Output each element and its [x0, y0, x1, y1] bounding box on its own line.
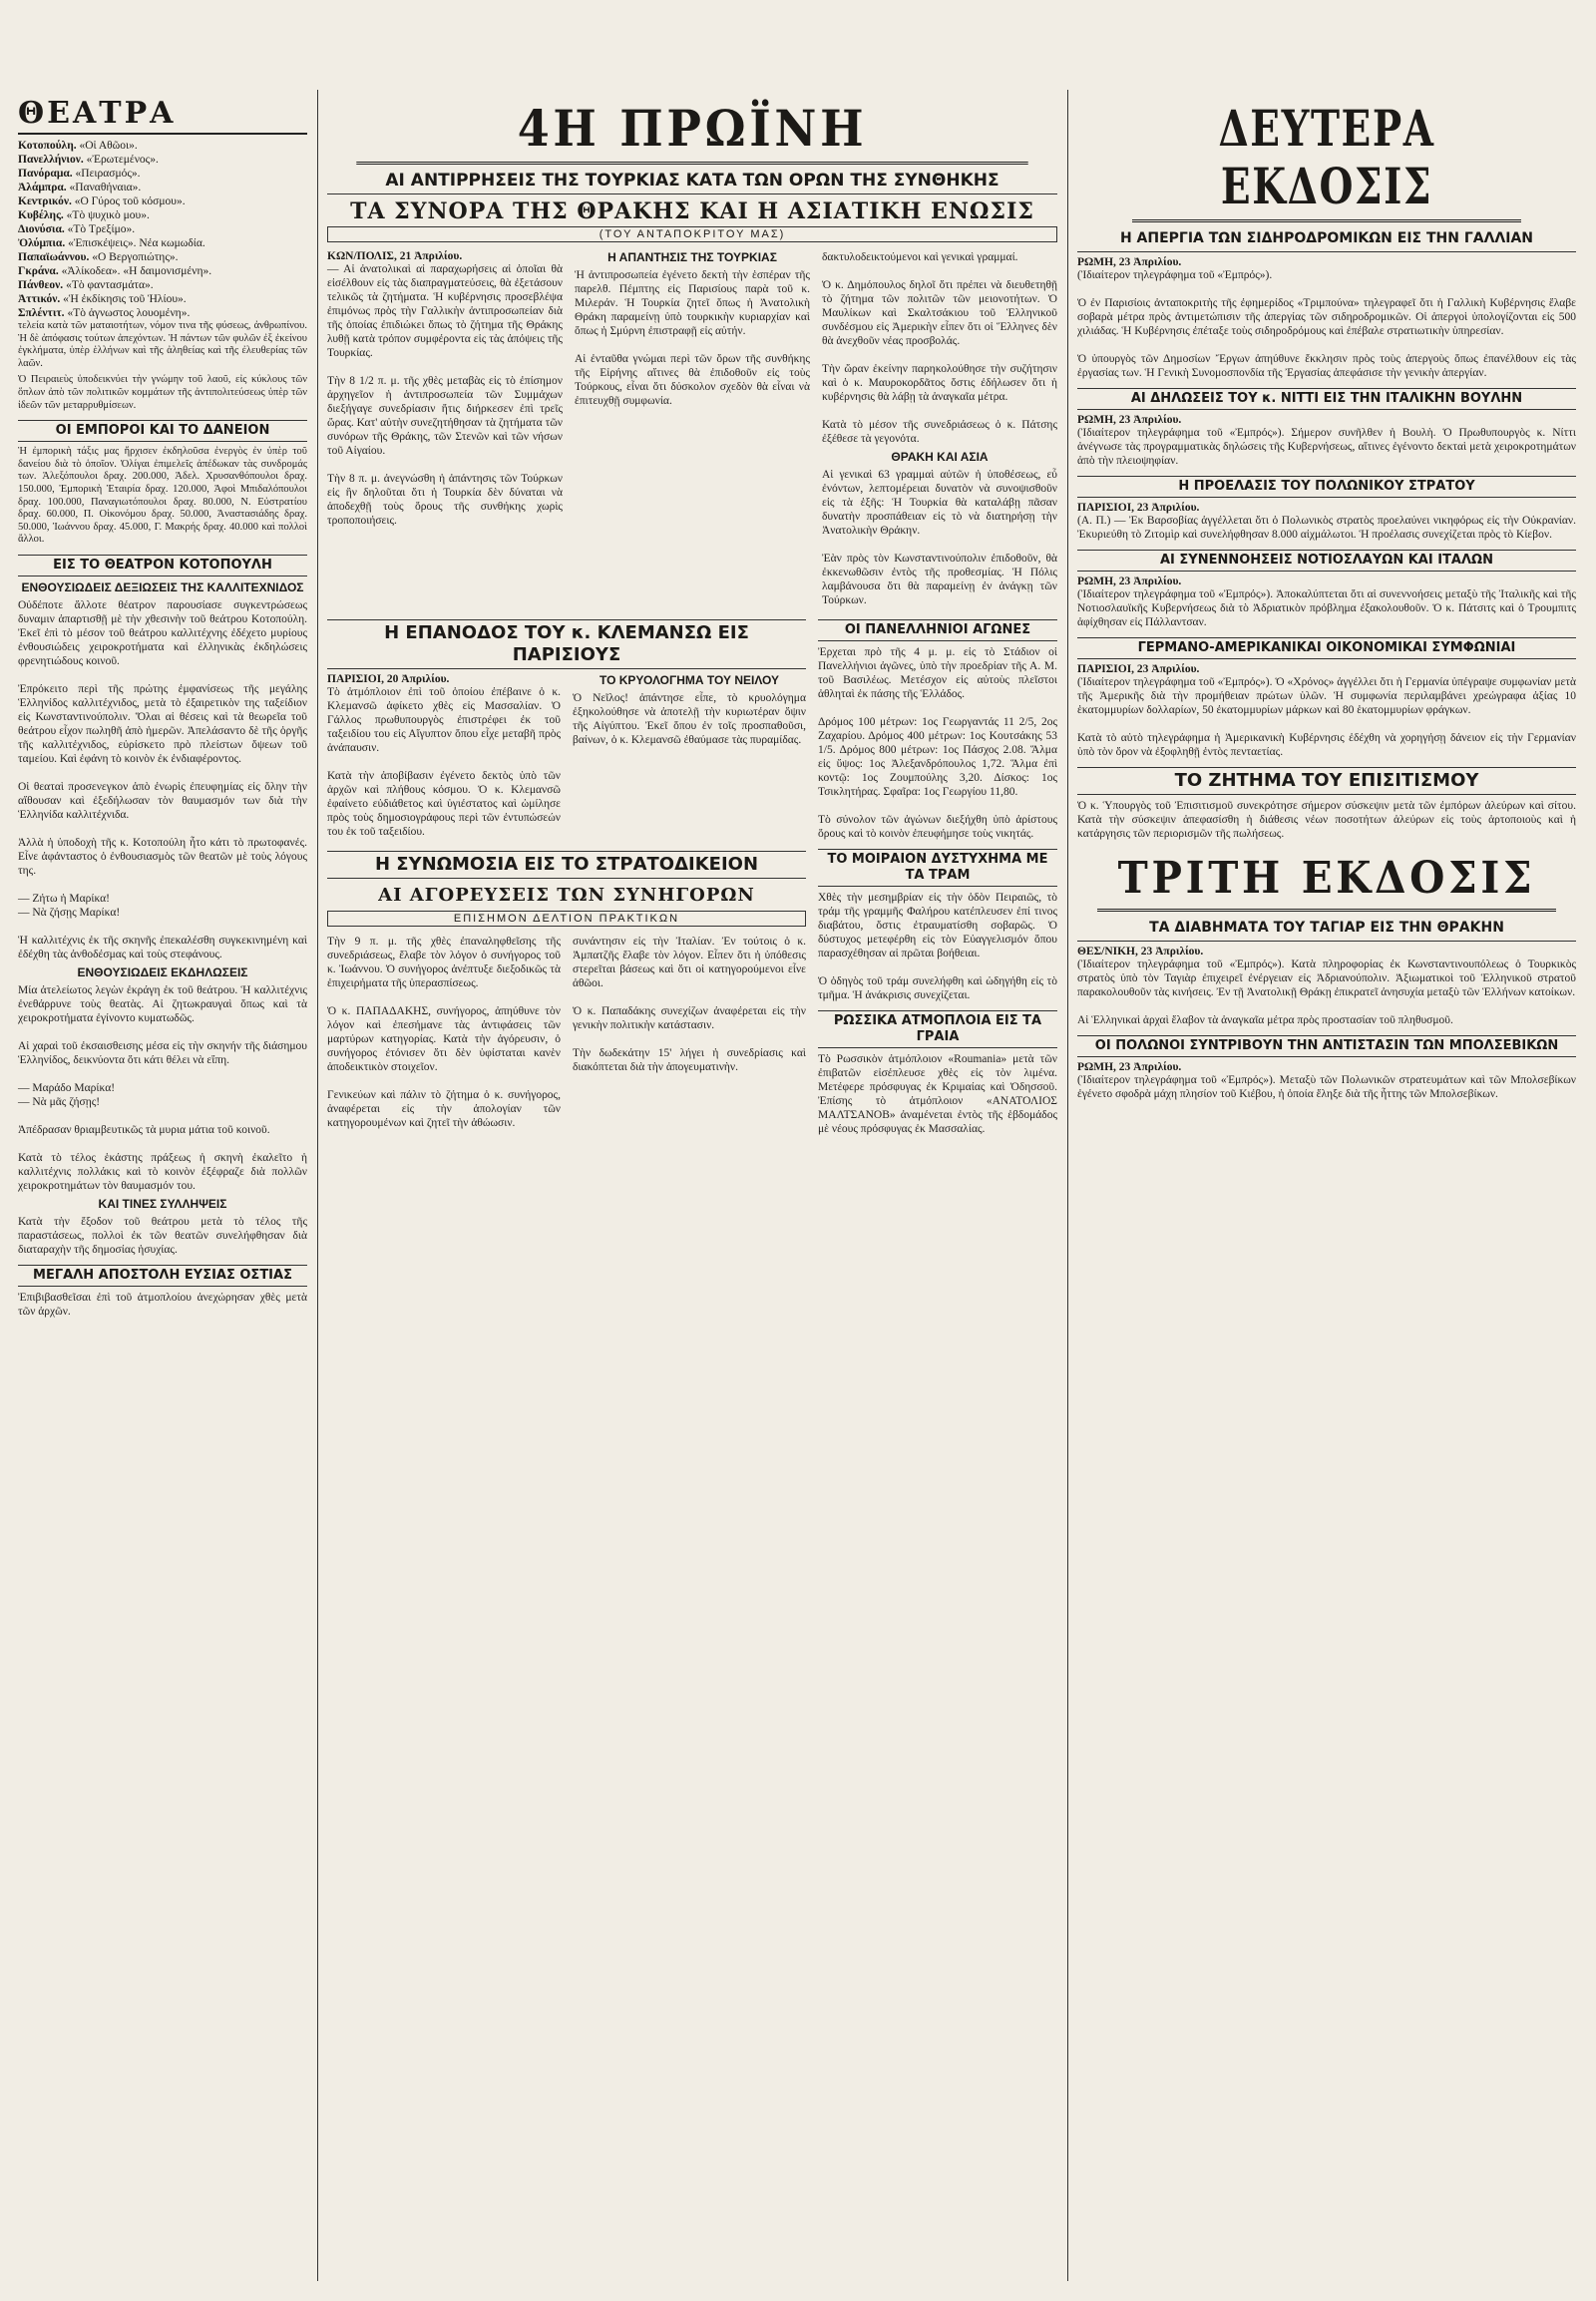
section-subheading: Η ΑΠΑΝΤΗΣΙΣ ΤΗΣ ΤΟΥΡΚΙΑΣ	[607, 250, 777, 264]
theatre-listing: Πανελλήνιον. «Ἐρωτεμένος».	[18, 154, 159, 166]
section-heading: Η ΣΥΝΩΜΟΣΙΑ ΕΙΣ ΤΟ ΣΤΡΑΤΟΔΙΚΕΙΟΝ	[327, 851, 806, 879]
article-body: Κατὰ τὴν ἔξοδον τοῦ θεάτρου μετὰ τὸ τέλος τῆς παραστάσεως, πολλοὶ ἐκ τῶν θεατῶν συνελήφθησαν διὰ διαταραχὴν τῆς δημοσίας ἡσυχίας.	[18, 1215, 310, 1256]
section-heading: ΤΟ ΖΗΤΗΜΑ ΤΟΥ ΕΠΙΣΙΤΙΣΜΟΥ	[1077, 767, 1576, 795]
klemanso-right	[573, 673, 809, 843]
section-subheading: ΑΙ ΑΓΟΡΕΥΣΕΙΣ ΤΩΝ ΣΥΝΗΓΟΡΩΝ	[378, 885, 755, 906]
theatre-listing: Σπλέντιτ. «Τὸ ἀγνωστος λουομένη».	[18, 307, 191, 319]
lead-left	[327, 250, 563, 611]
theatre-listing: Κεντρικόν. «Ο Γύρος τοῦ κόσμου».	[18, 195, 186, 207]
article-body: Ἡ ἐμπορικὴ τάξις μας ἤρχισεν ἐκδηλοῦσα ἐνεργὸς ἐν ὑπὲρ τοῦ δανείου διὰ τὸ ὁποῖον. Ὀλίγαι ἐπιμελεῖς ἀπέδωκαν τὰς συνδρομάς των. Ἀλεξόπουλοι δραχ. 200.000, Ἀδελ. Χρυσανθόπουλοι δραχ. 150.000, Ἐμπορικὴ Ἑταιρία δραχ. 120.000, Ἀφοὶ Μπιδαλόπουλοι δραχ. 100.000, Παναγιωτόπουλοι δραχ. 80.000, Ν. Εὐστρατίου δραχ. 60.000, Π. Οἰκονόμου δραχ. 50.000, Ἀναστασιάδης δραχ. 50.000, Ἰωάννου δραχ. 45.000, Γ. Μακρής δραχ. 40.000 καὶ πολλοὶ ἄλλοι.	[18, 446, 310, 546]
article-body: Μία ἀτελείωτος λεγὼν ἐκράγη ἐκ τοῦ θεάτρου. Ἡ καλλιτέχνις ἐνεθάρρυνε τοὺς θεατὰς. Αἱ ζητωκραυγαὶ ὅπως καὶ τὰ χειροκροτήματα ἐγίνοντο κυματωδῶς. Αἱ χαραὶ τοῦ ἐκσαισθεισης μέσα εἰς τὴν σκηνήν τῆς διάσημου Ἑλληνίδος, δεικνύοντα ὅτι κάτι θέλει νὰ εἴπη. — Μαράδο Μαρίκα! — Νὰ μᾶς ζήσῃς! Ἀπέδρασαν θριαμβευτικῶς τὰ μυρια μάτια τοῦ κοινοῦ. Κατὰ τὸ τέλος ἑκάστης πράξεως ἡ σκηνὴ ἐκαλεῖτο ἡ καλλιτέχνις πολλάκις καὶ τὸ κοινὸν ἐξέφραζε διὰ πολλῶν χειροκροτημάτων τὸν θαυμασμόν του.	[18, 983, 307, 1192]
section-subheading: ΕΝΘΟΥΣΙΩΔΕΙΣ ΕΚΔΗΛΩΣΕΙΣ	[77, 964, 248, 979]
section-heading: ΡΩΣΣΙΚΑ ΑΤΜΟΠΛΟΙΑ ΕΙΣ ΤΑ ΓΡΑΙΑ	[818, 1010, 1057, 1048]
dateline: ΡΩΜΗ, 23 Ἀπριλίου.	[1077, 575, 1182, 587]
section-subheading: ΘΡΑΚΗ ΚΑΙ ΑΣΙΑ	[891, 450, 989, 464]
theatre-listing: Ἀττικόν. «Ἡ ἐκδίκησις τοῦ Ἡλίου».	[18, 293, 187, 305]
theatre-list	[18, 139, 307, 320]
dateline: ΡΩΜΗ, 23 Ἀπριλίου.	[1077, 414, 1182, 426]
masthead-third-edition: ΤΡΙΤΗ ΕΚΔΟΣΙΣ	[1097, 853, 1556, 912]
column-morning-edition	[327, 0, 1060, 2301]
third-edition-headline: ΤΑ ΔΙΑΒΗΜΑΤΑ ΤΟΥ ΤΑΓΙΑΡ ΕΙΣ ΤΗΝ ΘΡΑΚΗΝ	[1077, 918, 1576, 942]
section-heading: ΟΙ ΠΟΛΩΝΟΙ ΣΥΝΤΡΙΒΟΥΝ ΤΗΝ ΑΝΤΙΣΤΑΣΙΝ ΤΩΝ ΜΠΟΛΣΕΒΙΚΩΝ	[1077, 1035, 1576, 1057]
article-body: (Α. Π.) — Ἐκ Βαρσοβίας ἀγγέλλεται ὅτι ὁ Πολωνικὸς στρατὸς προελαύνει νικηφόρως εἰς τὴν Οὐκρανίαν. Ἐκυριεύθη τὸ Ζιτομὶρ καὶ συνελήφθησαν 8.000 αἰχμάλωτοι. Ἡ προέλασις συνεχίζεται πρὸς τὸ Κίεβον.	[1077, 515, 1579, 541]
masthead-morning: 4Η ΠΡΩΪΝΗ	[356, 100, 1027, 165]
theatre-listing: Πανόραμα. «Πειρασμός».	[18, 168, 141, 180]
synomosia-right	[573, 935, 806, 1134]
theatre-listing: Κυβέλης. «Τὸ ψυχικὸ μου».	[18, 209, 150, 221]
article-body: τελεία κατὰ τῶν ματαιοτήτων, νόμον τινα τῆς φύσεως, ἀνθρωπίνου. Ἡ δὲ ἀπόφασις τούτων ἀπεχόντων. Ἡ πάντων τῶν φυλῶν ἐξ ἐκείνου ἐγκλήματα, ὑπὲρ ἑλλήνων καὶ τῆς ἀληθείας καὶ τῆς ἐλευθερίας τῶν λαῶν.	[18, 320, 310, 369]
article-body: (Ἰδιαίτερον τηλεγράφημα τοῦ «Ἐμπρός»). Μεταξὺ τῶν Πολωνικῶν στρατευμάτων καὶ τῶν Μπολσεβίκων ἐγένετο σφοδρὰ μάχη πλησίον τοῦ Κιέβου, ἡ ὁποία ἔληξε διὰ τῆς ἧττης τῶν Μπολσεβίκων.	[1077, 1074, 1579, 1100]
correspondent-credit: (ΤΟΥ ΑΝΤΑΠΟΚΡΙΤΟΥ ΜΑΣ)	[327, 226, 1057, 242]
article-body: Χθὲς τὴν μεσημβρίαν εἰς τὴν ὁδὸν Πειραιῶς, τὸ τράμ τῆς γραμμῆς Φαλήρου κατέπλευσεν ἐπί τινος διαβάτου, ὅστις ἐτραυματίσθη σοβαρῶς. Ὁ δύστυχος μετεφέρθη εἰς τὸν Εὐαγγελισμόν ὅπου παρασχέθησαν αἱ πρῶται βοήθειαι. Ὁ ὁδηγὸς τοῦ τράμ συνελήφθη καὶ ὡδηγήθη εἰς τὸ τμῆμα. Ἡ ἀνάκρισις συνεχίζεται.	[818, 892, 1057, 1001]
article-body: — Αἱ ἀνατολικαὶ αἱ παραχωρήσεις αἱ ὁποῖαι θὰ εἰσέλθουν εἰς τὰς διαπραγματεύσεις, θὰ ἐξετάσουν τελικῶς τὰ ζητήματα. Ἡ κυβέρνησις προσεβλέψα ἐπιμόνως πρὸς τὴν Γαλλικὴν ἀντιπροσωπείαν διὰ τῆς ὁποίας ἐπιδιώκει ὅπως τὸ ζήτημα τῆς Θράκης λυθῇ κατὰ τρόπον συμφέροντα εἰς τὰς ἀπόψεις τῆς Τουρκίας. Τὴν 8 1/2 π. μ. τῆς χθὲς μεταβὰς εἰς τὸ ἐπίσημον ἀρχηγεῖον ἡ ἀντιπροσωπεία τῶν Συμμάχων διεξήγαγε συνεδρίασιν ἥτις διήρκεσεν ἐπὶ τρεῖς ὥρας. Κατ' αὐτὴν συνεζητήθησαν τὰ ζητήματα τῶν συνόρων τῆς Θράκης, τῶν Στενῶν καὶ τῶν νήσων τοῦ Αἰγαίου. Τὴν 8 π. μ. ἀνεγνώσθη ἡ ἀπάντησις τῶν Τούρκων εἰς ἣν δηλοῦται ὅτι ἡ Τουρκία δὲν δύναται νὰ ἀποδεχθῇ τοὺς ὅρους τῆς συνθήκης χωρὶς τροποποιήσεις.	[327, 263, 563, 527]
section-subheading: ΚΑΙ ΤΙΝΕΣ ΣΥΛΛΗΨΕΙΣ	[98, 1196, 227, 1211]
lower-left	[327, 611, 809, 1140]
theatre-listing: Κοτοπούλη. «Οἱ Αθῶοι».	[18, 140, 138, 152]
article-body: Ὁ κ. Ὑπουργὸς τοῦ Ἐπισιτισμοῦ συνεκρότησε σήμερον σύσκεψιν μετὰ τῶν ἐμπόρων ἀλεύρων καὶ σίτου. Κατὰ τὴν σύσκεψιν ἀπεφασίσθη ἡ διάθεσις νέων ποσοτήτων ἀλεύρων εἰς τοὺς ἀρτοποιοὺς καὶ ἡ κατάργησις τῶν περιορισμῶν τῆς πωλήσεως.	[1077, 800, 1579, 840]
section-heading: Η ΕΠΑΝΟΔΟΣ ΤΟΥ κ. ΚΛΕΜΑΝΣΩ ΕΙΣ ΠΑΡΙΣΙΟΥΣ	[327, 619, 806, 669]
article-body: Ἐπιβιβασθεῖσαι ἐπὶ τοῦ ἀτμοπλοίου ἀνεχώρησαν χθὲς μετὰ τῶν ἀρχῶν.	[18, 1291, 310, 1318]
dateline: ΠΑΡΙΣΙΟΙ, 20 Ἀπριλίου.	[327, 673, 450, 685]
synomosia-left	[327, 935, 561, 1134]
section-heading: Η ΠΡΟΕΛΑΣΙΣ ΤΟΥ ΠΟΛΩΝΙΚΟΥ ΣΤΡΑΤΟΥ	[1077, 476, 1576, 498]
section-heading: ΕΙΣ ΤΟ ΘΕΑΤΡΟΝ ΚΟΤΟΠΟΥΛΗ	[18, 555, 307, 576]
article-body: (Ἰδιαίτερον τηλεγράφημα τοῦ «Ἐμπρός»). Ὁ ἐν Παρισίοις ἀνταποκριτὴς τῆς ἐφημερίδος «Τριμπούνα» τηλεγραφεῖ ὅτι ἡ Γαλλικὴ Κυβέρνησις ἔλαβε σοβαρὰ μέτρα πρὸς ἀντιμετώπισιν τῆς ἀπεργίας τῶν σιδηροδρομικῶν. Οἱ ἀπεργοὶ ὑπολογίζονται εἰς 500 χιλιάδας. Ἡ Κυβέρνησις ἐπέταξε τοὺς σιδηροδρόμους καὶ ἐπέβαλε στρατιωτικὴν ὑπηρεσίαν. Ὁ ὑπουργὸς τῶν Δημοσίων Ἔργων ἀπηύθυνε ἔκκλησιν πρὸς τοὺς ἀπεργοὺς ὅπως ἐπανέλθουν εἰς τὰς ἐργασίας των. Ἡ Γενικὴ Συνομοσπονδία τῆς Ἐργασίας ἀπεφάσισε τὴν γενικὴν ἀπεργίαν.	[1077, 269, 1576, 379]
theatre-listing: Διονύσια. «Τὸ Τρεξίμο».	[18, 223, 136, 235]
article-body: (Ἰδιαίτερον τηλεγράφημα τοῦ «Ἐμπρός»). Σήμερον συνῆλθεν ἡ Βουλὴ. Ὁ Πρωθυπουργὸς κ. Νίττι ἀνέγνωσε τὰς προγραμματικὰς δηλώσεις τῆς Κυβερνήσεως, αἵτινες ἐγένοντο δεκταὶ μετὰ χειροκροτημάτων ἀπὸ τὴν πλειοψηφίαν.	[1077, 427, 1579, 467]
article-body: Τὸ Ρωσσικὸν ἀτμόπλοιον «Roumania» μετὰ τῶν ἐπιβατῶν εἰσέπλευσε χθὲς εἰς τὸν λιμένα. Μετέφερε πρόσφυγας ἐκ Κριμαίας καὶ Ὀδησσοῦ. Ἐπίσης τὸ ἀτμόπλοιον «ΑΝΑΤΟΛΙΟΣ ΜΑΛΤΣΑΝΟΒ» ἀναμένεται ἐντὸς τῆς ἑβδομάδος μὲ νέους πρόσφυγας ἐκ Μασσαλίας.	[818, 1053, 1060, 1135]
dateline: ΡΩΜΗ, 23 Ἀπριλίου.	[1077, 256, 1182, 268]
second-edition-headline: Η ΑΠΕΡΓΙΑ ΤΩΝ ΣΙΔΗΡΟΔΡΟΜΙΚΩΝ ΕΙΣ ΤΗΝ ΓΑΛΛΙΑΝ	[1077, 228, 1576, 252]
section-heading: ΑΙ ΣΥΝΕΝΝΟΗΣΕΙΣ ΝΟΤΙΟΣΛΑΥΩΝ ΚΑΙ ΙΤΑΛΩΝ	[1077, 550, 1576, 572]
article-body: συνάντησιν εἰς τὴν Ἰταλίαν. Ἐν τούτοις ὁ κ. Ἀμπατζῆς ἔλαβε τὸν λόγον. Εἶπεν ὅτι ἡ ὑπόθεσις στερεῖται βάσεως καὶ ὅτι οἱ κατηγορούμενοι εἶνε ἀθῶοι. Ὁ κ. Παπαδάκης συνεχίζων ἀναφέρεται εἰς τὴν γενικὴν πολιτικὴν κατάστασιν. Τὴν δωδεκάτην 15' λήγει ἡ συνεδρίασις καὶ διακόπτεται διὰ τὴν ἀπογευματινὴν.	[573, 936, 806, 1073]
lead-columns	[327, 250, 1057, 611]
lead-middle	[575, 250, 810, 611]
synomosia-columns	[327, 935, 806, 1134]
klemanso-columns	[327, 673, 809, 843]
dateline: ΠΑΡΙΣΙΟΙ, 23 Ἀπριλίου.	[1077, 663, 1200, 675]
section-heading: ΓΕΡΜΑΝΟ-ΑΜΕΡΙΚΑΝΙΚΑΙ ΟΙΚΟΝΟΜΙΚΑΙ ΣΥΜΦΩΝΙΑΙ	[1077, 637, 1576, 659]
section-subheading: ΕΝΘΟΥΣΙΩΔΕΙΣ ΔΕΞΙΩΣΕΙΣ ΤΗΣ ΚΑΛΛΙΤΕΧΝΙΔΟΣ	[21, 579, 304, 594]
article-body: (Ἰδιαίτερον τηλεγράφημα τοῦ «Ἐμπρός»). Ὁ «Χρόνος» ἀγγέλλει ὅτι ἡ Γερμανία ὑπέγραψε συμφωνίαν μετὰ τῆς Ἀμερικῆς διὰ τὴν προμήθειαν πρώτων ὑλῶν. Ἡ συμφωνία περιλαμβάνει χρεώγραφα ἀξίας 10 ἑκατομμυρίων δολλαρίων, 50 ἐκατομμυρίων μάρκων καὶ 80 ἑκατομμυρίων φράγκων. Κατὰ τὸ αὐτὸ τηλεγράφημα ἡ Ἀμερικανικὴ Κυβέρνησις ἐδέχθη νὰ χορηγήσῃ δάνειον εἰς τὴν Γερμανίαν ὑπὸ τὸν ὅρον νὰ ἐξοφληθῇ ἐντὸς πενταετίας.	[1077, 676, 1576, 758]
column-second-edition	[1077, 0, 1579, 2301]
section-kicker: ΕΠΙΣΗΜΟΝ ΔΕΛΤΙΟΝ ΠΡΑΚΤΙΚΩΝ	[327, 911, 806, 927]
theatre-listing: Παπαϊωάννου. «Ο Βεργοπιώτης».	[18, 251, 179, 263]
article-body: Οὐδέποτε ἄλλοτε θέατρον παρουσίασε συγκεντρώσεως δυναμιν ἀπαρτισθῇ μὲ τὴν χθεσινὴν τοῦ θεάτρου Κοτοπούλη. Ἐκεῖ ἐπὶ τὸ μέσον τοῦ θεάτρου καλλιτέχνης ἐδέχετο μυρίους ἐνθουσιώδεις χειροκροτήματα καὶ ἐλληνικὰς ἐκδηλώσεις φρενητιώδους κοινοῦ. Ἐπρόκειτο περὶ τῆς πρώτης ἐμφανίσεως τῆς μεγάλης Ἑλληνίδος καλλιτέχνιδος, μετὰ τὸ ἐξαιρετικὸν της ταξείδιον εἰς Κωνσταντινούπολιν. Ὅλαι αἱ θέσεις καὶ τὰ θεωρεῖα τοῦ θεάτρου εἶχον πωληθῆ ἀπὸ ἡμερῶν. Ἀπελάσαντο δὲ τῆς ὀργῆς τῆς καλλιτέχνιδος, εὐρίσκετο πρὸ πλείστων ὄψεων τοῦ ταμείου. Καὶ ἐφάνη τὸ κοινὸν ἐκ ἐνδιαφέροντος. Οἱ θεαταὶ προσενεγκον ἀπὸ ἐνωρὶς ἐπευφημίας εἰς ὅλην τὴν αἴθουσαν καὶ ἐξεδήλωσαν τὸν θαυμασμόν των διὰ τὴν Ἑλληνίδα καλλιτέχνιδα. Ἀλλὰ ἡ ὑποδοχὴ τῆς κ. Κοτοπούλη ἦτο κάτι τὸ πρωτοφανές. Εἶνε ἀφάνταστος ὁ ἐνθουσιασμὸς τῶν θεατῶν μὲ τοὺς λόγους της. — Ζήτω ἡ Μαρίκα! — Νὰ ζήσῃς Μαρίκα! Ἡ καλλιτέχνις ἐκ τῆς σκηνῆς ἐπεκαλέσθη συγκεκινημένη καὶ ἐδέχθη τὰς ἀνθοδέσμας καὶ τοὺς στεφάνους.	[18, 598, 307, 960]
section-heading: ΟΙ ΕΜΠΟΡΟΙ ΚΑΙ ΤΟ ΔΑΝΕΙΟΝ	[18, 420, 307, 442]
section-heading: ΤΟ ΜΟΙΡΑΙΟΝ ΔΥΣΤΥΧΗΜΑ ΜΕ ΤΑ ΤΡΑΜ	[818, 849, 1057, 887]
section-heading: ΑΙ ΔΗΛΩΣΕΙΣ ΤΟΥ κ. ΝΙΤΤΙ ΕΙΣ ΤΗΝ ΙΤΑΛΙΚΗΝ ΒΟΥΛΗΝ	[1077, 388, 1576, 410]
article-body: Ὁ Πειραιεὺς ὑποδεικνύει τὴν γνώμην τοῦ λαοῦ, εἰς κύκλους τῶν ὅπλων ἀπὸ τῶν πολιτικῶν κομμάτων τῆς ἀντιπολιτεύσεως ὑπὲρ τῶν ἰδεῶν τῶν μεταρρυθμίσεων.	[18, 374, 310, 411]
section-subheading: ΤΟ ΚΡΥΟΛΟΓΗΜΑ ΤΟΥ ΝΕΙΛΟΥ	[598, 673, 780, 687]
klemanso-left	[327, 673, 561, 843]
article-body: δακτυλοδεικτούμενοι καὶ γενικαὶ γραμμαί. Ὁ κ. Δημόπουλος δηλοῖ ὅτι πρέπει νὰ διευθετηθῇ τὸ ζήτημα τῶν πολιτῶν τῶν μειονοτήτων. Ὁ Μαυλίκων καὶ Σκαλτσάκιου τοῦ Ἑλληνικοῦ συνδέσμου εἰς Ἀμερικὴν εἶπεν ὅτι οἱ Ἕλληνες δὲν θὰ ἀνεχθοῦν νέας προσβολάς. Τὴν ὥραν ἐκείνην παρηκολούθησε τὴν συζήτησιν καὶ ὁ κ. Μαυροκορδᾶτος ὅστις ἐδήλωσεν ὅτι ἡ κυβέρνησις θὰ λάβῃ τὰ ἀναγκαῖα μέτρα. Κατὰ τὸ μέσον τῆς συνεδριάσεως ὁ κ. Πάτσης ἐξέθεσε τὰ γεγονότα.	[822, 251, 1057, 445]
article-body: Τὴν 9 π. μ. τῆς χθὲς ἐπαναληφθεῖσης τῆς συνεδριάσεως, ἔλαβε τὸν λόγον ὁ συνήγορος τοῦ κ. Ἰωάννου. Ὁ συνήγορος ἀνέπτυξε διεξοδικῶς τὰ ἐπιχειρήματα τῆς ὑπερασπίσεως. Ὁ κ. ΠΑΠΑΔΑΚΗΣ, συνήγορος, ἀπηύθυνε τὸν λόγον καὶ ἐπεσήμανε τὰς ἀντιφάσεις τῶν μαρτύρων κατηγορίας. Κατὰ τὴν ἀγόρευσιν, ὁ συνήγορος ἐτόνισεν ὅτι δὲν ὑφίσταται κανὲν ἀποδεικτικὸν στοιχεῖον. Γενικεύων καὶ πάλιν τὸ ζήτημα ὁ κ. συνήγορος, ἀναφέρεται εἰς τὴν ἀπολογίαν τῶν κατηγορουμένων καὶ ζητεῖ τὴν ἀθώωσιν.	[327, 936, 561, 1129]
article-body: Τὸ ἀτμόπλοιον ἐπὶ τοῦ ὁποίου ἐπέβαινε ὁ κ. Κλεμανσῶ ἀφίκετο χθὲς εἰς Μασσαλίαν. Ὁ Γάλλος πρωθυπουργὸς ἐπιστρέφει ἐκ τοῦ ταξειδίου του εἰς Αἴγυπτον ὅπου εἶχε μεταβῆ πρὸς ἀνάπαυσιν. Κατὰ τὴν ἀποβίβασιν ἐγένετο δεκτὸς ὑπὸ τῶν ἀρχῶν καὶ πλήθους κόσμου. Ὁ κ. Κλεμανσῶ ἐφαίνετο εὐδιάθετος καὶ ὑγιέστατος καὶ ὡμίλησε πρὸς τοὺς δημοσιογράφους περὶ τῶν ἐντυπώσεών του ἐκ τοῦ ταξειδίου.	[327, 686, 561, 838]
article-body: (Ἰδιαίτερον τηλεγράφημα τοῦ «Ἐμπρός»). Ἀποκαλύπτεται ὅτι αἱ συνεννοήσεις μεταξὺ τῆς Ἰταλικῆς καὶ τῆς Νοτιοσλαυϊκῆς Κυβερνήσεως διὰ τὸ Ἀδριατικὸν πρόβλημα ἐξακολουθοῦν. Ὁ κ. Πάτσιτς καὶ ὁ Τρουμπιτς ἀφίχθησαν εἰς Πάλλαντσαν.	[1077, 588, 1579, 628]
dateline: ΠΑΡΙΣΙΟΙ, 23 Ἀπριλίου.	[1077, 502, 1200, 514]
theatres-title: ΘΕΑΤΡΑ	[18, 96, 307, 135]
column-divider	[317, 90, 318, 2281]
article-body: (Ἰδιαίτερον τηλεγράφημα τοῦ «Ἐμπρός»). Κατὰ πληροφορίας ἐκ Κωνσταντινουπόλεως ὁ Τουρκικὸς στρατὸς ὑπὸ τὸν Ταγιὰρ ἐπιχειρεῖ ἐνέργειαν εἰς Ἀδριανούπολιν. Ἀξιωματικοὶ τοῦ Ἑλληνικοῦ στρατοῦ παρακολουθοῦν τὰς κινήσεις. Ἐν τῇ Ἀνατολικῇ Θράκῃ ἐπικρατεῖ ἀνησυχία μεταξὺ τῶν Ἑλλήνων κατοίκων. Αἱ Ἑλληνικαὶ ἀρχαὶ ἔλαβον τὰ ἀναγκαῖα μέτρα πρὸς προστασίαν τοῦ πληθυσμοῦ.	[1077, 959, 1576, 1026]
theatre-listing: Πάνθεον. «Τὸ φαντασμάτα».	[18, 279, 154, 291]
column-theatres	[18, 0, 310, 2301]
dateline: ΡΩΜΗ, 23 Ἀπριλίου.	[1077, 1061, 1182, 1073]
main-subheadline: ΤΑ ΣΥΝΟΡΑ ΤΗΣ ΘΡΑΚΗΣ ΚΑΙ Η ΑΣΙΑΤΙΚΗ ΕΝΩΣΙΣ	[350, 198, 1034, 224]
section-heading: ΟΙ ΠΑΝΕΛΛΗΝΙΟΙ ΑΓΩΝΕΣ	[818, 619, 1057, 641]
theatre-listing: Γκράνα. «Ἀλίκοδεα». «Η δαιμονισμένη».	[18, 265, 212, 277]
masthead-second-edition: ΔΕΥΤΕΡΑ ΕΚΔΟΣΙΣ	[1132, 100, 1521, 222]
article-body: Ἐρχεται πρὸ τῆς 4 μ. μ. εἰς τὸ Στάδιον οἱ Πανελλήνιοι ἀγῶνες, ὑπὸ τὴν προεδρίαν τῆς Α. Μ. τοῦ Βασιλέως. Μετέσχον εἰς αὐτοὺς πλεῖστοι ἀθληταὶ ἐκ πάσης τῆς Ἑλλάδος. Δρόμος 100 μέτρων: 1ος Γεωργαντάς 11 2/5, 2ος Ζαχαρίου. Δρόμος 400 μέτρων: 1ος Κουτσάκης 53 1/5. Δρόμος 800 μέτρων: 1ος Πάσχος 2.08. Ἅλμα εἰς ὕψος: 1ος Ἀλεξανδρόπουλος 1,72. Ἅλμα ἐπὶ κοντῷ: 1ος Ζουμπούλης 3,20. Δίσκος: 1ος Τσικλητήρας. Σφαῖρα: 1ος Γεωργίου 11,80. Τὸ σύνολον τῶν ἀγώνων διεξήχθη ὑπὸ ἀρίστους ὅρους καὶ τὸ κοινὸν ἐπευφήμησε τοὺς νικητάς.	[818, 646, 1057, 840]
theatre-listing: Ἀλάμπρα. «Παναθήναια».	[18, 182, 142, 193]
article-body: Ὁ Νεῖλος! ἀπάντησε εἶπε, τὸ κρυολόγημα ἐξηκολούθησε νὰ ἀποτελῇ τὴν κυριωτέραν ὄψιν τῆς Αἰγύπτου. Ἐκεῖ ὅπου ἐν τοῖς προσπαθοῦσι, βαίνων, ὁ κ. Κλεμανσῶ ἐθαύμασε τὰς πυραμίδας.	[573, 692, 809, 746]
dateline: ΘΕΣ/ΝΙΚΗ, 23 Ἀπριλίου.	[1077, 946, 1204, 958]
lower-columns	[327, 611, 1060, 1140]
article-body: Αἱ γενικαὶ 63 γραμμαὶ αὐτῶν ἡ ὑποθέσεως, εὗ ἐνόντων, λεπτομέρειαι δυνατὸν νὰ συνοψισθοῦν εἰς τὰ ἑξῆς: Ἡ Τουρκία θὰ καταλάβῃ πᾶσαν δυνατὴν προσπάθειαν εἰς τὸ νὰ διατηρήσῃ τὴν Ἀνατολικὴν Θράκην. Ἐὰν πρὸς τὸν Κωνσταντινούπολιν ἐπιδοθοῦν, θὰ ἐκκενωθῶσιν ἐντὸς τῆς προθεσμίας. Ἡ Πόλις λαμβάνουσα ὅτι θὰ παραμείνῃ ἐν ἀνάγκῃ τῶν Τούρκων.	[822, 469, 1057, 606]
column-divider	[1067, 90, 1068, 2281]
theatre-listing: Ὀλύμπια. «Ἐπισκέψεις». Νέα κωμωδία.	[18, 237, 205, 249]
lead-right	[822, 250, 1057, 611]
lower-right	[818, 611, 1060, 1140]
section-heading: ΜΕΓΑΛΗ ΑΠΟΣΤΟΛΗ ΕΥΣΙΑΣ ΟΣΤΙΑΣ	[18, 1265, 307, 1287]
article-body: Ἡ ἀντιπροσωπεία ἐγένετο δεκτὴ τὴν ἑσπέραν τῆς παρελθ. Πέμπτης εἰς Παρισίους παρὰ τοῦ κ. Μιλεράν. Ἡ Τουρκία ζητεῖ ὅπως ἡ Ἀνατολικὴ Θράκη παραμείνῃ ὑπὸ τουρκικὴν κυριαρχίαν καὶ ὅπως ἡ Σμύρνη ἐπιστραφῇ εἰς αὐτήν. Αἱ ἐνταῦθα γνώμαι περὶ τῶν ὅρων τῆς συνθήκης τῆς Εἰρήνης αἵτινες θὰ ἐπιδοθοῦν εἰς τοὺς Τούρκους, εἶναι ὅτι δύσκολον σχεδὸν θὰ εἶναι νὰ ἐπιτευχθῇ συμφωνία.	[575, 269, 810, 407]
dateline: ΚΩΝ/ΠΟΛΙΣ, 21 Ἀπριλίου.	[327, 250, 463, 262]
main-headline: ΑΙ ΑΝΤΙΡΡΗΣΕΙΣ ΤΗΣ ΤΟΥΡΚΙΑΣ ΚΑΤΑ ΤΩΝ ΟΡΩΝ ΤΗΣ ΣΥΝΘΗΚΗΣ	[327, 171, 1057, 194]
